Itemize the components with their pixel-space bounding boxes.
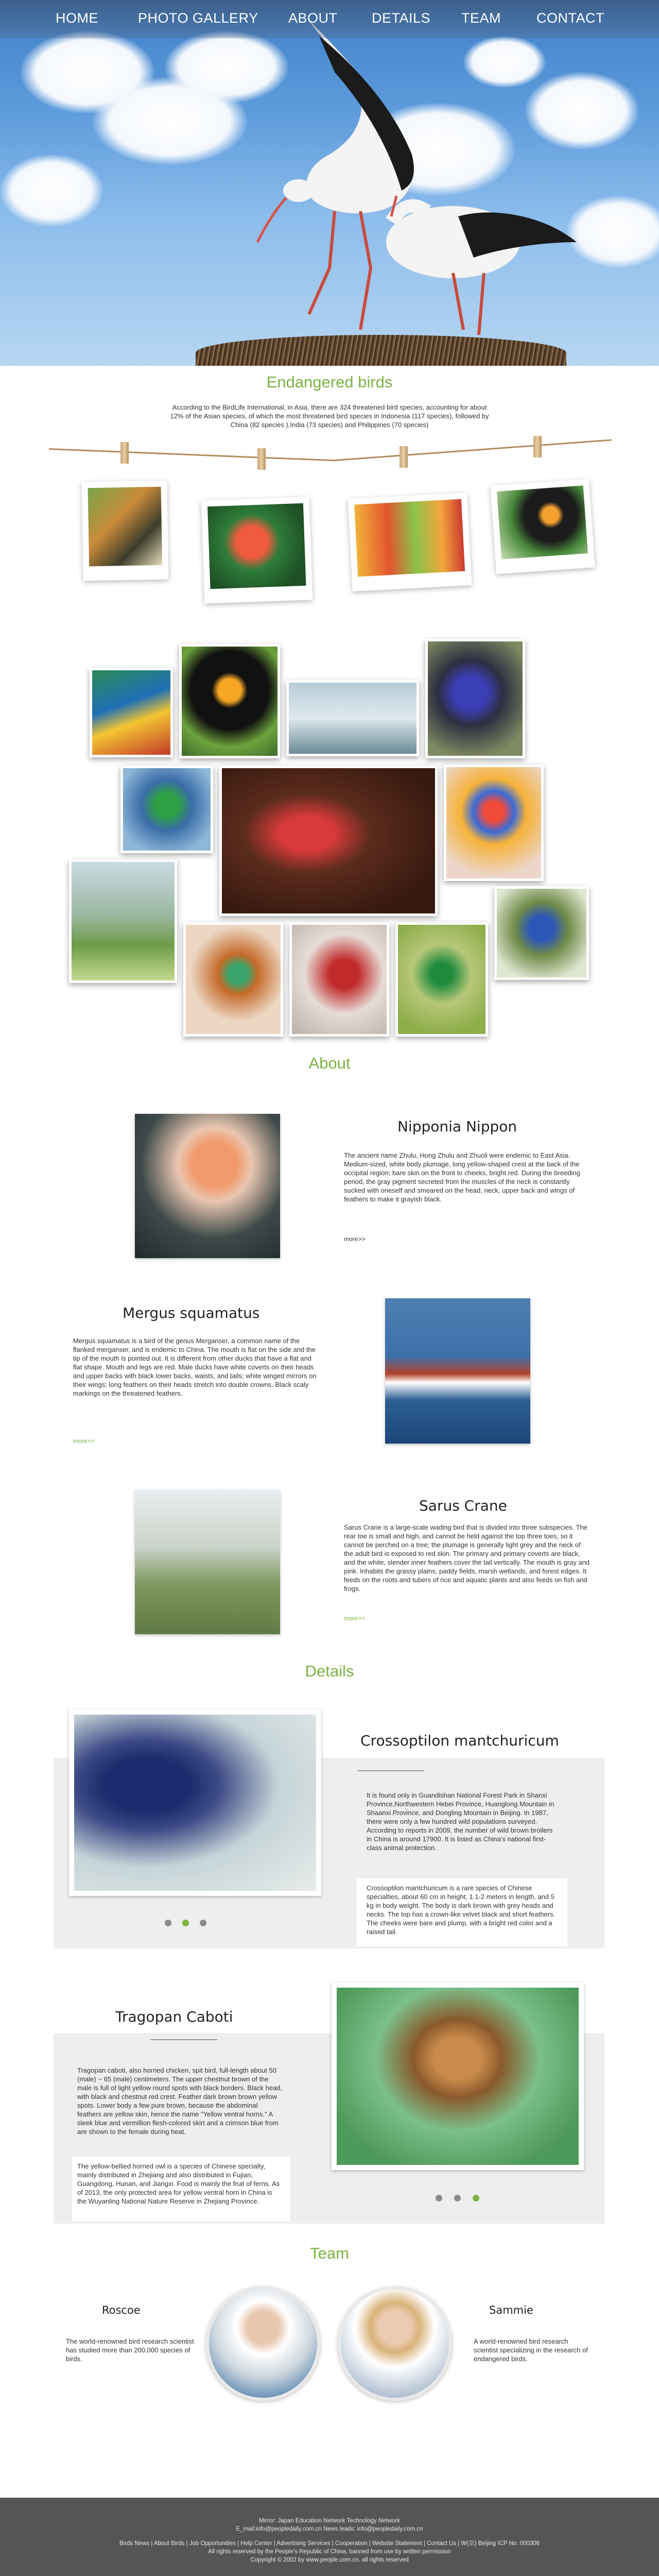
gallery-blue-jay[interactable] — [494, 886, 589, 980]
gallery-kingfisher[interactable] — [286, 680, 419, 756]
rope-left — [49, 448, 337, 461]
footer — [0, 2498, 659, 2576]
crossoptilon-photo-frame — [69, 1709, 321, 1896]
stork-illustration — [0, 0, 659, 366]
nipponia-title: Nipponia Nippon — [397, 1118, 517, 1135]
carousel-dot-1[interactable] — [436, 2195, 442, 2201]
gallery-blue-bird[interactable] — [425, 639, 525, 758]
nav-contact[interactable]: CONTACT — [536, 10, 604, 26]
gallery-cardinal[interactable] — [289, 922, 389, 1037]
clothes-pin — [120, 442, 129, 464]
title-underline — [357, 1770, 424, 1771]
nipponia-nippon-photo — [135, 1114, 280, 1258]
nav-photo-gallery[interactable]: PHOTO GALLERY — [138, 10, 258, 26]
rope-right — [335, 439, 612, 461]
gallery-hummingbird[interactable] — [395, 922, 488, 1037]
avatar-sammie — [338, 2286, 452, 2401]
sarus-text: Sarus Crane is a large-scale wading bird that is divided into three subspecies. The rear toe is small and high, and cannot be held against the top three toes, so it cannot be perched on a tree; the plumage is generally light grey and the neck of the adult bird is exposed to red skin. The primary and primary coverts are black, and the white, slender inner feathers cover the tail vertically. The mouth is gray and pink. Inhabits the grassy plains, paddy fields, marsh wetlands, and forest edges. It feeds on the roots and tubers of rice and aquatic plants and also feeds on fish and frogs. — [344, 1523, 590, 1592]
endangered-title: Endangered birds — [266, 373, 393, 391]
gallery-stork[interactable] — [69, 859, 177, 983]
crossoptilon-text-2: Crossoptilon mantchuricum is a rare species of Chinese specialties, about 60 cm in height, 1.1-2 meters in length, and 5 kg in body weight. The body is dark brown with grey heads and necks. The top has a crown-like velvet black and short feathers. The cheeks were bare and plump, with a bright red color and a raised tail. — [367, 1884, 556, 1936]
avatar-roscoe — [206, 2286, 320, 2401]
nav-about[interactable]: ABOUT — [288, 10, 338, 26]
top-navigation — [0, 0, 659, 38]
nav-team[interactable]: TEAM — [461, 10, 501, 26]
polaroid-lovebirds[interactable] — [348, 493, 472, 591]
tragopan-photo-frame — [332, 1982, 584, 2170]
sarus-crane-photo — [135, 1490, 280, 1634]
tragopan-text-1: Tragopan caboti, also horned chicken, spit bird, full-length about 50 (male) ~ 65 (male) centimeters. The upper chestnut brown of the male is full of light yellow round spots with black borders. Black head, with black and chestnut red crest. Feather dark brown brown yellow spots. Lower body a few pure brown, because the abdominal feathers are yellow skin, hence the name "Yellow ventral horns." A sleek blue and vermillion flesh-colored skirt and a crimson blue from are shown to the female during heat. — [77, 2066, 283, 2136]
carousel-dot-3[interactable] — [473, 2195, 479, 2201]
nipponia-text: The ancient name Zhulu, Hong Zhulu and Zhuoli were endemic to East Asia. Medium-sized, white body plumage, long yellow-shaped crest at the back of the occipital region; bare skin on the front to cheeks, bright red. During the breeding period, the gray pigment secreted from the muscles of the neck is constantly sucked with oneself and smeared on the head, neck, upper back and wings of feathers to make it grayish black. — [344, 1151, 580, 1203]
polaroid-scarlet-ibis[interactable] — [201, 497, 313, 603]
details-title: Details — [305, 1662, 354, 1680]
crossoptilon-title: Crossoptilon mantchuricum — [360, 1732, 559, 1749]
hero-banner — [0, 0, 659, 366]
gallery-toucan[interactable] — [179, 644, 280, 758]
team-title: Team — [310, 2244, 349, 2262]
clothes-pin — [400, 446, 408, 468]
crossoptilon-text-1: It is found only in Guandishan National Forest Park in Shanxi Province,Northwestern Hebei Province, Huanglong Mountain in Shaanxi Province, and Dongling Mountain in Beijing. In 1987, there were only a few hundred wild populations surveyed. According to reports in 2009, the number of wild brown broilers in China is around 17900. It is listed as China's national first-class animal protection. — [367, 1791, 554, 1852]
footer-line-rights: All rights reserved by the People's Republic of China, banned from use by written permission — [208, 2549, 451, 2555]
mergus-text: Mergus squamatus is a bird of the genus Merganser, a common name of the flanked merganser, and is endemic to China. The mouth is flat on the side and the tip of the mouth is pointed out. It is different from other ducks that have a flat and flat shape. Mouth and legs are red. Male ducks have white coverts on their heads and upper backs with black lower backs, waists, and tails; white winged mirrors on their wings; long feathers on their heads stretch into double crowns. Black scaly markings on the threatened feathers. — [73, 1337, 317, 1397]
footer-line-copyright: Copyright © 2002 by www.people.com.cn. all rights reserved — [250, 2557, 409, 2563]
polaroid-hoopoe[interactable] — [81, 481, 168, 581]
gallery-bee-eater[interactable] — [183, 922, 283, 1037]
nav-details[interactable]: DETAILS — [372, 10, 431, 26]
carousel-dot-3[interactable] — [200, 1920, 206, 1926]
carousel-dot-1[interactable] — [165, 1920, 171, 1926]
footer-link-row[interactable]: Birds News | About Birds | Job Opportunities | Help Center | Advertising Services | Cooperation | Website Statement | Contact Us | W(京) Beijing ICP No. 000306 — [119, 2540, 540, 2547]
footer-line-mirror: Mirror: Japan Education Network Technology Network — [259, 2518, 400, 2524]
member-name-sammie: Sammie — [489, 2304, 533, 2316]
sarus-title: Sarus Crane — [419, 1497, 507, 1514]
carousel-dot-2[interactable] — [454, 2195, 461, 2201]
nav-home[interactable]: HOME — [56, 10, 98, 26]
tragopan-text-2: The yellow-bellied horned owl is a species of Chinese specialty, mainly distributed in Zhejiang and also distributed in Fujian, Guangdong, Hunan, and Jiangxi. Food is mainly the fruit of ferns. As of 2013, the only protected area for yellow ventral horn in China is the Wuyanling National Nature Reserve in Zhejiang Province. — [77, 2162, 280, 2205]
title-underline — [150, 2039, 217, 2040]
polaroid-toucan[interactable] — [490, 479, 595, 574]
mergus-photo — [385, 1298, 530, 1444]
endangered-intro: According to the BirdLife International, in Asia, there are 324 threatened bird species, accounting for about 12% of the Asian species, of which the most threatened bird species in Indonesia (117 species), followed by China (82 species ),India (73 species) and Philippines (70 species) — [170, 403, 489, 429]
gallery-bee-eaters[interactable] — [219, 766, 438, 916]
sarus-more-link[interactable]: more>> — [344, 1615, 366, 1622]
tragopan-title: Tragopan Caboti — [115, 2008, 233, 2025]
clothes-pin — [533, 436, 542, 457]
mergus-title: Mergus squamatus — [123, 1304, 260, 1321]
gallery-green-bird[interactable] — [120, 766, 213, 853]
member-text-sammie: A world-renowned bird research scientist specializing in the research of endangered birds. — [474, 2337, 588, 2363]
clothes-pin — [257, 448, 266, 470]
member-text-roscoe: The world-renowned bird research scientist has studied more than 200,000 species of birds. — [66, 2337, 194, 2363]
about-title: About — [308, 1054, 351, 1072]
footer-line-email: E_mail:info@peopledaily.com.cn News leads: info@peopledaily.com.cn — [236, 2526, 423, 2532]
mergus-more-link[interactable]: more>> — [73, 1437, 95, 1445]
carousel-dot-2[interactable] — [182, 1920, 189, 1926]
gallery-macaw[interactable] — [90, 668, 173, 757]
nipponia-more-link[interactable]: more>> — [344, 1235, 366, 1243]
gallery-lorikeet[interactable] — [444, 765, 544, 881]
member-name-roscoe: Roscoe — [102, 2304, 141, 2316]
